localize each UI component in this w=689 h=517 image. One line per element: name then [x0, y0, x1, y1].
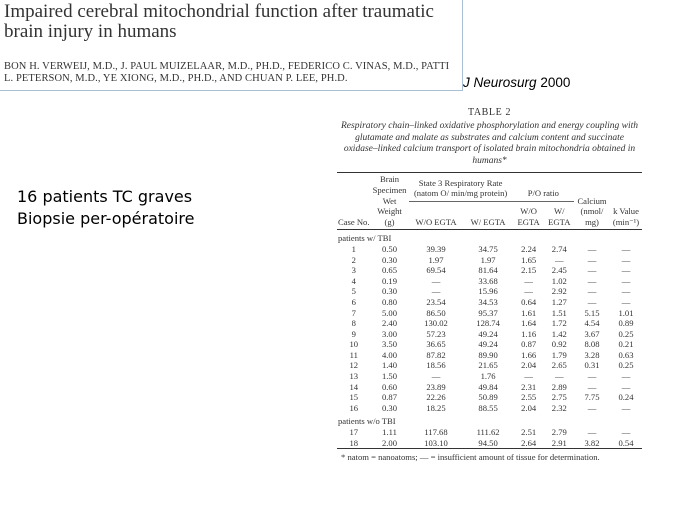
cell-po-w: 2.75 — [551, 392, 567, 403]
table-row — [337, 318, 642, 329]
header-case: Case No. — [338, 216, 370, 227]
cell-k-value: 1.01 — [618, 307, 634, 318]
table-row — [337, 244, 642, 255]
cell-po-w: 1.27 — [551, 296, 567, 307]
cell-case: 12 — [349, 360, 359, 371]
cell-k-value: 0.63 — [618, 349, 634, 360]
cell-po-w: 2.89 — [551, 381, 567, 392]
table-row — [337, 286, 642, 297]
cell-k-value: — — [621, 275, 631, 286]
cell-case: 14 — [349, 381, 359, 392]
cell-calcium: 3.67 — [584, 328, 600, 339]
cell-calcium: — — [587, 265, 597, 276]
paper-title: Impaired cerebral mitochondrial function after traumatic brain injury in humans — [4, 1, 434, 42]
cell-po-wo: 2.51 — [521, 427, 537, 438]
header-state3-w: W/ EGTA — [463, 201, 512, 230]
cell-weight: 0.65 — [381, 265, 398, 276]
cell-state3-w: 49.24 — [478, 328, 498, 339]
note-line-1: 16 patients TC graves — [17, 187, 193, 206]
cell-weight: 3.00 — [381, 328, 398, 339]
cell-po-w: 2.65 — [551, 360, 567, 371]
cell-state3-w: 15.96 — [478, 286, 498, 297]
cell-case: 5 — [351, 286, 356, 297]
cell-po-w: 1.02 — [551, 275, 567, 286]
table-row — [337, 382, 642, 393]
cell-state3-w: 34.75 — [478, 243, 498, 254]
cell-case: 4 — [351, 275, 356, 286]
table-row — [337, 308, 642, 319]
cell-po-wo: 2.55 — [521, 392, 537, 403]
results-table — [337, 173, 642, 448]
cell-po-wo: 2.31 — [521, 381, 537, 392]
table-label: TABLE 2 — [467, 107, 512, 118]
table-row — [337, 360, 642, 371]
slide-notes — [17, 186, 194, 230]
header-po-w: W/ EGTA — [545, 201, 574, 230]
journal-citation — [463, 75, 570, 90]
cell-po-wo: 2.15 — [521, 265, 537, 276]
note-line-2: Biopsie per-opératoire — [17, 209, 195, 228]
cell-po-w: 1.51 — [551, 307, 567, 318]
cell-calcium: — — [587, 286, 597, 297]
table-row — [337, 350, 642, 361]
cell-po-wo: — — [524, 286, 533, 297]
cell-po-wo: 2.04 — [521, 360, 537, 371]
cell-po-w: 1.72 — [551, 318, 567, 329]
header-weight: Brain Specimen Wet Weight (g) — [372, 174, 407, 227]
cell-po-wo: 1.61 — [521, 307, 537, 318]
cell-calcium: 5.15 — [584, 307, 600, 318]
cell-po-w: 2.74 — [551, 243, 567, 254]
cell-po-w: 2.79 — [551, 427, 567, 438]
cell-case: 2 — [351, 254, 356, 265]
cell-state3-w: 94.50 — [478, 437, 498, 448]
cell-po-w: 1.42 — [551, 328, 567, 339]
cell-case: 13 — [349, 371, 359, 382]
cell-weight: 0.50 — [381, 243, 398, 254]
cell-state3-w: 95.37 — [478, 307, 498, 318]
cell-state3-w: 49.24 — [478, 339, 498, 350]
cell-k-value: — — [621, 371, 631, 382]
cell-weight: 3.50 — [381, 339, 398, 350]
cell-case: 18 — [349, 437, 359, 448]
cell-po-w: 1.79 — [551, 349, 567, 360]
table-bottom-rule — [337, 448, 642, 449]
cell-calcium: — — [587, 296, 597, 307]
cell-state3-wo: — — [431, 286, 441, 297]
cell-weight: 0.30 — [381, 254, 398, 265]
cell-k-value: 0.21 — [618, 339, 634, 350]
cell-state3-wo: 117.68 — [424, 427, 448, 438]
table-row — [337, 392, 642, 403]
cell-state3-w: 111.62 — [476, 427, 500, 438]
cell-state3-wo: 23.89 — [426, 381, 446, 392]
cell-calcium: 0.31 — [584, 360, 600, 371]
cell-po-wo: 0.87 — [521, 339, 537, 350]
cell-state3-w: 33.68 — [478, 275, 498, 286]
cell-po-wo: 0.64 — [521, 296, 537, 307]
cell-k-value: — — [621, 427, 631, 438]
paper-authors: BON H. VERWEIJ, M.D., J. PAUL MUIZELAAR, M.D., PH.D., FEDERICO C. VINAS, M.D., PATTI L. PETERSON, M.D., YE XIONG, M.D., PH.D., AND CHUAN P. LEE, PH.D. — [4, 61, 450, 84]
header-k-value: k Value (min⁻¹) — [612, 206, 640, 227]
cell-k-value: — — [621, 254, 631, 265]
cell-weight: 4.00 — [381, 349, 398, 360]
cell-state3-w: 89.90 — [478, 349, 498, 360]
table-row — [337, 297, 642, 308]
cell-calcium: — — [587, 275, 597, 286]
cell-k-value: — — [621, 296, 631, 307]
cell-calcium: 3.28 — [584, 349, 600, 360]
cell-state3-wo: 130.02 — [424, 318, 448, 329]
cell-po-wo: 2.04 — [521, 402, 537, 413]
cell-po-w: 2.92 — [551, 286, 567, 297]
cell-weight: 0.19 — [381, 275, 398, 286]
cell-state3-wo: 1.97 — [428, 254, 444, 265]
cell-po-wo: 2.24 — [521, 243, 537, 254]
table-row — [337, 427, 642, 438]
group-label-no-tbi: patients w/o TBI — [338, 416, 396, 427]
cell-po-wo: 2.64 — [521, 437, 537, 448]
cell-state3-wo: — — [431, 275, 441, 286]
cell-calcium: — — [587, 254, 597, 265]
cell-k-value: 0.25 — [618, 360, 634, 371]
cell-po-wo: 1.65 — [521, 254, 537, 265]
cell-calcium: — — [587, 427, 597, 438]
cell-weight: 0.30 — [381, 402, 398, 413]
cell-case: 8 — [351, 318, 356, 329]
cell-state3-w: 81.64 — [478, 265, 498, 276]
cell-po-wo: — — [524, 371, 533, 382]
cell-po-wo: 1.16 — [521, 328, 537, 339]
cell-calcium: — — [587, 402, 597, 413]
cell-k-value: — — [621, 265, 631, 276]
cell-state3-w: 88.55 — [478, 402, 498, 413]
table-caption: Respiratory chain–linked oxidative phosphorylation and energy coupling with glutamate and malate as substrates and calcium content and succinate oxidase–linked calcium transport of isolated brain mitochondria obtained in humans* — [341, 121, 639, 166]
cell-weight: 1.40 — [381, 360, 398, 371]
table-row — [337, 438, 642, 449]
cell-k-value: — — [621, 243, 631, 254]
cell-state3-wo: 36.65 — [426, 339, 446, 350]
cell-case: 11 — [349, 349, 358, 360]
cell-case: 17 — [349, 427, 359, 438]
cell-po-w: 2.32 — [551, 402, 567, 413]
cell-k-value: — — [621, 381, 631, 392]
data-table-block — [337, 107, 642, 463]
cell-state3-wo: 39.39 — [426, 243, 446, 254]
cell-state3-wo: 103.10 — [424, 437, 448, 448]
journal-name: J Neurosurg — [463, 75, 537, 90]
cell-state3-w: 128.74 — [476, 318, 500, 329]
cell-case: 3 — [351, 265, 356, 276]
cell-case: 1 — [351, 243, 356, 254]
cell-case: 6 — [351, 296, 356, 307]
cell-state3-w: 50.89 — [478, 392, 498, 403]
table-row — [337, 265, 642, 276]
cell-po-w: — — [555, 371, 564, 382]
paper-header — [0, 0, 463, 91]
table-row — [337, 403, 642, 414]
cell-state3-w: 1.97 — [480, 254, 496, 265]
header-po-ratio: P/O ratio — [527, 188, 559, 199]
header-po-wo: W/O EGTA — [513, 201, 545, 230]
cell-weight: 2.40 — [381, 318, 398, 329]
cell-po-w: 2.91 — [551, 437, 567, 448]
cell-state3-wo: — — [431, 371, 441, 382]
cell-state3-wo: 87.82 — [426, 349, 446, 360]
cell-case: 16 — [349, 402, 359, 413]
cell-calcium: — — [587, 381, 597, 392]
cell-state3-w: 49.84 — [478, 381, 498, 392]
cell-calcium: 4.54 — [584, 318, 600, 329]
cell-state3-wo: 23.54 — [426, 296, 446, 307]
cell-k-value: 0.54 — [618, 437, 634, 448]
cell-calcium: 7.75 — [584, 392, 600, 403]
table-footnote: * natom = nanoatoms; — = insufficient amount of tissue for determination. — [341, 452, 600, 463]
cell-calcium: 8.08 — [584, 339, 600, 350]
table-row — [337, 339, 642, 350]
cell-state3-w: 1.76 — [480, 371, 496, 382]
cell-po-w: 0.92 — [551, 339, 567, 350]
cell-case: 15 — [349, 392, 359, 403]
cell-k-value: 0.24 — [618, 392, 634, 403]
cell-weight: 1.11 — [382, 427, 397, 438]
cell-case: 9 — [351, 328, 356, 339]
table-row — [337, 329, 642, 340]
cell-weight: 0.80 — [381, 296, 398, 307]
cell-state3-wo: 69.54 — [426, 265, 446, 276]
cell-k-value: — — [621, 286, 631, 297]
cell-weight: 2.00 — [381, 437, 398, 448]
cell-state3-wo: 86.50 — [426, 307, 446, 318]
cell-case: 7 — [351, 307, 356, 318]
cell-calcium: — — [587, 371, 597, 382]
header-state3-wo: W/O EGTA — [409, 201, 464, 230]
cell-calcium: 3.82 — [584, 437, 600, 448]
cell-calcium: — — [587, 243, 597, 254]
journal-year: 2000 — [540, 75, 571, 90]
cell-k-value: 0.89 — [618, 318, 634, 329]
cell-po-w: — — [555, 254, 564, 265]
cell-weight: 0.30 — [381, 286, 398, 297]
cell-state3-wo: 18.25 — [426, 402, 446, 413]
group-label-tbi: patients w/ TBI — [338, 233, 392, 244]
cell-weight: 5.00 — [381, 307, 398, 318]
table-row — [337, 276, 642, 287]
cell-weight: 0.87 — [381, 392, 398, 403]
cell-k-value: — — [621, 402, 631, 413]
cell-po-wo: — — [524, 275, 533, 286]
cell-state3-w: 21.65 — [478, 360, 498, 371]
cell-weight: 1.50 — [381, 371, 398, 382]
cell-state3-w: 34.53 — [478, 296, 498, 307]
table-row — [337, 255, 642, 266]
header-calcium: Calcium (nmol/ mg) — [577, 195, 607, 227]
table-row — [337, 371, 642, 382]
cell-case: 10 — [349, 339, 359, 350]
cell-k-value: 0.25 — [618, 328, 634, 339]
cell-po-wo: 1.66 — [521, 349, 537, 360]
cell-state3-wo: 22.26 — [426, 392, 446, 403]
cell-po-wo: 1.64 — [521, 318, 537, 329]
cell-state3-wo: 18.56 — [426, 360, 446, 371]
cell-po-w: 2.45 — [551, 265, 567, 276]
cell-weight: 0.60 — [381, 381, 398, 392]
header-state3: State 3 Respiratory Rate (natom O/ min/mg protein) — [413, 177, 508, 199]
cell-state3-wo: 57.23 — [426, 328, 446, 339]
